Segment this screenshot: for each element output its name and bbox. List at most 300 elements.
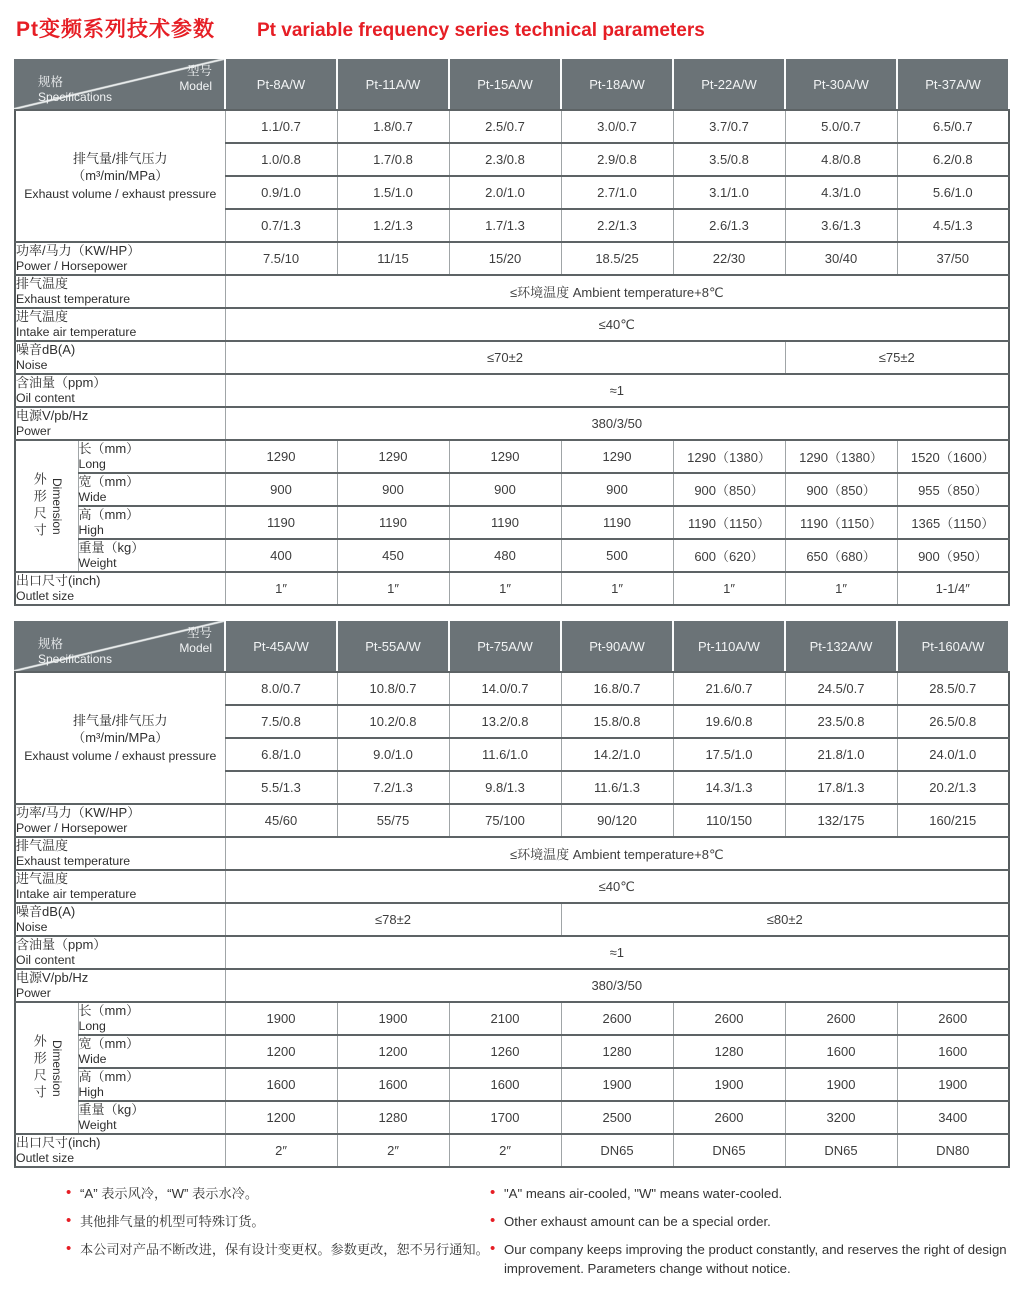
spec-axis-label bbox=[38, 75, 112, 104]
row-label-dim-sub bbox=[78, 1101, 225, 1134]
value-cell: 5.5/1.3 bbox=[225, 771, 337, 804]
value-cell: 1.1/0.7 bbox=[225, 110, 337, 143]
value-cell: 1260 bbox=[449, 1035, 561, 1068]
value-cell: 1″ bbox=[561, 572, 673, 605]
model-header-cell: Pt-37A/W bbox=[896, 59, 1008, 109]
row-label-zh: 电源V/pb/Hz bbox=[16, 970, 89, 985]
row-label-en: Power / Horsepower bbox=[16, 821, 128, 835]
value-cell: 10.8/0.7 bbox=[337, 672, 449, 705]
value-cell: 2″ bbox=[449, 1134, 561, 1167]
value-cell: 28.5/0.7 bbox=[897, 672, 1009, 705]
value-cell: 24.0/1.0 bbox=[897, 738, 1009, 771]
value-cell: 15.8/0.8 bbox=[561, 705, 673, 738]
value-cell: 55/75 bbox=[337, 804, 449, 837]
value-cell: 2600 bbox=[673, 1002, 785, 1035]
value-cell: 14.0/0.7 bbox=[449, 672, 561, 705]
value-cell: 1900 bbox=[673, 1068, 785, 1101]
value-cell: 1290 bbox=[449, 440, 561, 473]
footnotes-zh bbox=[14, 1184, 490, 1287]
table-row bbox=[15, 1101, 1009, 1134]
model-header-cells bbox=[224, 59, 1008, 109]
value-cell: 1.7/0.8 bbox=[337, 143, 449, 176]
row-label-dim-sub bbox=[78, 473, 225, 506]
value-cell: 11/15 bbox=[337, 242, 449, 275]
value-cell: 17.5/1.0 bbox=[673, 738, 785, 771]
value-cell: 380/3/50 bbox=[225, 969, 1009, 1002]
value-cell: 7.5/0.8 bbox=[225, 705, 337, 738]
row-label-unit: （m³/min/MPa） bbox=[72, 168, 169, 183]
value-cell: 1290 bbox=[337, 440, 449, 473]
value-cell: 600（620） bbox=[673, 539, 785, 572]
row-label-zh: 长（mm） bbox=[78, 1003, 140, 1018]
spec-label-zh: 规格 bbox=[38, 75, 64, 89]
row-label-en: Long bbox=[78, 1019, 106, 1033]
value-cell: 1-1/4″ bbox=[897, 572, 1009, 605]
row-label-zh: 功率/马力（KW/HP） bbox=[16, 243, 141, 258]
value-cell: 2.9/0.8 bbox=[561, 143, 673, 176]
value-cell: 2.0/1.0 bbox=[449, 176, 561, 209]
value-cell: 1290（1380） bbox=[785, 440, 897, 473]
value-cell: 500 bbox=[561, 539, 673, 572]
value-cell: 37/50 bbox=[897, 242, 1009, 275]
value-cell: 1″ bbox=[785, 572, 897, 605]
value-cell: 14.3/1.3 bbox=[673, 771, 785, 804]
model-header-cell: Pt-132A/W bbox=[784, 621, 896, 671]
row-label-outlet bbox=[15, 1134, 225, 1167]
value-cell: 1520（1600） bbox=[897, 440, 1009, 473]
value-cell: 1600 bbox=[225, 1068, 337, 1101]
value-cell: 7.5/10 bbox=[225, 242, 337, 275]
value-cell: 6.5/0.7 bbox=[897, 110, 1009, 143]
row-label-en: Noise bbox=[16, 920, 48, 934]
corner-header-cell bbox=[14, 621, 224, 671]
value-cell: 22/30 bbox=[673, 242, 785, 275]
model-header-cell: Pt-11A/W bbox=[336, 59, 448, 109]
row-label-en: High bbox=[78, 1085, 104, 1099]
row-label-en: Weight bbox=[78, 556, 117, 570]
value-cell: 45/60 bbox=[225, 804, 337, 837]
value-cell: 17.8/1.3 bbox=[785, 771, 897, 804]
spec-table-block-2 bbox=[14, 621, 1010, 1168]
value-cell: 1190 bbox=[449, 506, 561, 539]
value-cell: 2500 bbox=[561, 1101, 673, 1134]
value-cell: 21.8/1.0 bbox=[785, 738, 897, 771]
value-cell: 14.2/1.0 bbox=[561, 738, 673, 771]
value-cell: 1280 bbox=[561, 1035, 673, 1068]
value-cell: 4.8/0.8 bbox=[785, 143, 897, 176]
bullet-icon: • bbox=[490, 1184, 496, 1201]
value-cell: 132/175 bbox=[785, 804, 897, 837]
value-cell: DN65 bbox=[785, 1134, 897, 1167]
value-cell: 3.5/0.8 bbox=[673, 143, 785, 176]
value-cell: 2.6/1.3 bbox=[673, 209, 785, 242]
row-label-en: Exhaust volume / exhaust pressure bbox=[24, 187, 217, 201]
value-cell: 5.6/1.0 bbox=[897, 176, 1009, 209]
model-header-cell: Pt-45A/W bbox=[224, 621, 336, 671]
table-row bbox=[15, 1002, 1009, 1035]
table-row bbox=[15, 936, 1009, 969]
row-label-noise bbox=[15, 341, 225, 374]
note-text: Our company keeps improving the product constantly, and reserves the right of design improvement. Parameters change without notice. bbox=[504, 1242, 1007, 1276]
row-label-zh: 重量（kg） bbox=[78, 1102, 145, 1117]
value-cell: 23.5/0.8 bbox=[785, 705, 897, 738]
value-cell: 1.2/1.3 bbox=[337, 209, 449, 242]
bullet-icon: • bbox=[66, 1240, 72, 1257]
value-cell: 1900 bbox=[337, 1002, 449, 1035]
row-label-zh: 进气温度 bbox=[16, 871, 69, 886]
note-item bbox=[490, 1212, 1010, 1231]
value-cell: 160/215 bbox=[897, 804, 1009, 837]
table-row bbox=[15, 242, 1009, 275]
row-label-en: Wide bbox=[78, 1052, 107, 1066]
table-row bbox=[15, 440, 1009, 473]
row-label-zh: 高（mm） bbox=[78, 507, 140, 522]
row-label-zh: 噪音dB(A) bbox=[16, 342, 76, 357]
dimension-label-en: Dimension bbox=[49, 1039, 64, 1097]
row-label-en: Power / Horsepower bbox=[16, 259, 128, 273]
row-label-en: Exhaust volume / exhaust pressure bbox=[24, 749, 217, 763]
value-cell: 400 bbox=[225, 539, 337, 572]
value-cell: DN65 bbox=[561, 1134, 673, 1167]
value-cell: 900（850） bbox=[785, 473, 897, 506]
value-cell: 1″ bbox=[225, 572, 337, 605]
value-cell: 9.0/1.0 bbox=[337, 738, 449, 771]
model-axis-label bbox=[179, 626, 212, 655]
model-header-cell: Pt-15A/W bbox=[448, 59, 560, 109]
value-cell: 2100 bbox=[449, 1002, 561, 1035]
table-row bbox=[15, 275, 1009, 308]
value-cell: 1.5/1.0 bbox=[337, 176, 449, 209]
row-label-dim-sub bbox=[78, 1002, 225, 1035]
row-label-dim-sub bbox=[78, 539, 225, 572]
row-label-en: Power bbox=[16, 424, 51, 438]
value-cell: 10.2/0.8 bbox=[337, 705, 449, 738]
row-label-en: Intake air temperature bbox=[16, 325, 137, 339]
note-item bbox=[490, 1184, 1010, 1203]
table-row bbox=[15, 1134, 1009, 1167]
model-axis-label bbox=[179, 64, 212, 93]
value-cell: 90/120 bbox=[561, 804, 673, 837]
value-cell: 1280 bbox=[337, 1101, 449, 1134]
note-text: "A" means air-cooled, "W" means water-cooled. bbox=[504, 1186, 783, 1201]
value-cell: 13.2/0.8 bbox=[449, 705, 561, 738]
value-cell: 1600 bbox=[449, 1068, 561, 1101]
row-label-power bbox=[15, 804, 225, 837]
value-cell: 2.5/0.7 bbox=[449, 110, 561, 143]
value-cell: 15/20 bbox=[449, 242, 561, 275]
value-cell: 1700 bbox=[449, 1101, 561, 1134]
value-cell: 900（850） bbox=[673, 473, 785, 506]
model-header-cell: Pt-22A/W bbox=[672, 59, 784, 109]
row-label-en: Long bbox=[78, 457, 106, 471]
value-cell: 5.0/0.7 bbox=[785, 110, 897, 143]
value-cell: 1900 bbox=[785, 1068, 897, 1101]
dimension-vertical-label bbox=[16, 472, 78, 540]
page-title bbox=[0, 0, 1024, 43]
dimension-vertical-label bbox=[16, 1034, 78, 1102]
value-cell: 11.6/1.3 bbox=[561, 771, 673, 804]
row-label-zh: 出口尺寸(inch) bbox=[16, 1135, 101, 1150]
row-label-dim-sub bbox=[78, 1068, 225, 1101]
spec-label-en: Specifications bbox=[38, 90, 113, 104]
row-label-power_supply bbox=[15, 407, 225, 440]
row-label-zh: 进气温度 bbox=[16, 309, 69, 324]
spec-table-1 bbox=[14, 109, 1010, 606]
value-cell: 1200 bbox=[225, 1035, 337, 1068]
value-cell: 2600 bbox=[897, 1002, 1009, 1035]
table-row bbox=[15, 1068, 1009, 1101]
dimension-label-en: Dimension bbox=[49, 477, 64, 535]
value-cell: 1280 bbox=[673, 1035, 785, 1068]
model-header-cell: Pt-90A/W bbox=[560, 621, 672, 671]
value-cell: ≤70±2 bbox=[225, 341, 785, 374]
value-cell: ≤40℃ bbox=[225, 870, 1009, 903]
table-row bbox=[15, 969, 1009, 1002]
value-cell: 2″ bbox=[337, 1134, 449, 1167]
row-label-en: Exhaust temperature bbox=[16, 292, 131, 306]
value-cell: 30/40 bbox=[785, 242, 897, 275]
row-label-en: Exhaust temperature bbox=[16, 854, 131, 868]
row-label-en: Power bbox=[16, 986, 51, 1000]
row-label-oil bbox=[15, 374, 225, 407]
value-cell: 18.5/25 bbox=[561, 242, 673, 275]
row-label-zh: 含油量（ppm） bbox=[16, 375, 107, 390]
table-row bbox=[15, 341, 1009, 374]
value-cell: 4.5/1.3 bbox=[897, 209, 1009, 242]
row-label-exhaust_temp bbox=[15, 275, 225, 308]
note-item bbox=[66, 1184, 490, 1203]
row-label-zh: 排气量/排气压力 bbox=[72, 713, 168, 728]
value-cell: 1.0/0.8 bbox=[225, 143, 337, 176]
value-cell: 9.8/1.3 bbox=[449, 771, 561, 804]
row-label-dim-sub bbox=[78, 506, 225, 539]
value-cell: 20.2/1.3 bbox=[897, 771, 1009, 804]
page-title-zh: Pt变频系列技术参数 bbox=[16, 18, 215, 41]
row-label-zh: 电源V/pb/Hz bbox=[16, 408, 89, 423]
row-label-dim-sub bbox=[78, 440, 225, 473]
note-text: 本公司对产品不断改进，保有设计变更权。参数更改，恕不另行通知。 bbox=[80, 1242, 489, 1257]
value-cell: 3.7/0.7 bbox=[673, 110, 785, 143]
note-text: “A” 表示风冷，“W” 表示水冷。 bbox=[80, 1186, 259, 1201]
row-label-en: Outlet size bbox=[16, 1151, 75, 1165]
value-cell: 1600 bbox=[337, 1068, 449, 1101]
value-cell: ≈1 bbox=[225, 936, 1009, 969]
value-cell: 2600 bbox=[673, 1101, 785, 1134]
value-cell: 1″ bbox=[673, 572, 785, 605]
spec-table-2 bbox=[14, 671, 1010, 1168]
value-cell: 8.0/0.7 bbox=[225, 672, 337, 705]
value-cell: 3200 bbox=[785, 1101, 897, 1134]
row-label-zh: 长（mm） bbox=[78, 441, 140, 456]
value-cell: 6.8/1.0 bbox=[225, 738, 337, 771]
row-label-noise bbox=[15, 903, 225, 936]
value-cell: 1190 bbox=[561, 506, 673, 539]
model-header-cells bbox=[224, 621, 1008, 671]
row-label-en: Noise bbox=[16, 358, 48, 372]
row-label-zh: 宽（mm） bbox=[78, 1036, 140, 1051]
model-header-cell: Pt-8A/W bbox=[224, 59, 336, 109]
table-row bbox=[15, 308, 1009, 341]
row-label-en: High bbox=[78, 523, 104, 537]
note-item bbox=[66, 1212, 490, 1231]
value-cell: ≤40℃ bbox=[225, 308, 1009, 341]
row-label-zh: 含油量（ppm） bbox=[16, 937, 107, 952]
row-label-en: Intake air temperature bbox=[16, 887, 137, 901]
row-label-intake_temp bbox=[15, 308, 225, 341]
note-text: 其他排气量的机型可特殊订货。 bbox=[80, 1214, 265, 1229]
spec-axis-label bbox=[38, 637, 112, 666]
model-label-zh: 型号 bbox=[186, 626, 212, 640]
value-cell: 24.5/0.7 bbox=[785, 672, 897, 705]
value-cell: 450 bbox=[337, 539, 449, 572]
value-cell: 2.3/0.8 bbox=[449, 143, 561, 176]
value-cell: 1290 bbox=[225, 440, 337, 473]
value-cell: 3.6/1.3 bbox=[785, 209, 897, 242]
dimension-label-zh: 外形尺寸 bbox=[31, 1034, 47, 1102]
value-cell: 3.1/1.0 bbox=[673, 176, 785, 209]
row-label-exhaust bbox=[15, 110, 225, 242]
value-cell: 1600 bbox=[785, 1035, 897, 1068]
model-header-cell: Pt-30A/W bbox=[784, 59, 896, 109]
row-label-power_supply bbox=[15, 969, 225, 1002]
value-cell: 19.6/0.8 bbox=[673, 705, 785, 738]
table-row bbox=[15, 110, 1009, 143]
footnotes bbox=[14, 1184, 1010, 1287]
model-header-cell: Pt-75A/W bbox=[448, 621, 560, 671]
model-header-cell: Pt-55A/W bbox=[336, 621, 448, 671]
table-row bbox=[15, 804, 1009, 837]
table-row bbox=[15, 374, 1009, 407]
value-cell: 6.2/0.8 bbox=[897, 143, 1009, 176]
value-cell: 1190（1150） bbox=[673, 506, 785, 539]
table-row bbox=[15, 539, 1009, 572]
value-cell: 1900 bbox=[561, 1068, 673, 1101]
row-label-zh: 高（mm） bbox=[78, 1069, 140, 1084]
value-cell: 4.3/1.0 bbox=[785, 176, 897, 209]
value-cell: 1200 bbox=[337, 1035, 449, 1068]
row-label-unit: （m³/min/MPa） bbox=[72, 730, 169, 745]
table-row bbox=[15, 1035, 1009, 1068]
row-label-zh: 宽（mm） bbox=[78, 474, 140, 489]
value-cell: 1290 bbox=[561, 440, 673, 473]
value-cell: 0.7/1.3 bbox=[225, 209, 337, 242]
row-label-exhaust bbox=[15, 672, 225, 804]
value-cell: 2.7/1.0 bbox=[561, 176, 673, 209]
model-header-cell: Pt-18A/W bbox=[560, 59, 672, 109]
row-label-zh: 重量（kg） bbox=[78, 540, 145, 555]
table-row bbox=[15, 903, 1009, 936]
table-row bbox=[15, 407, 1009, 440]
value-cell: 1290（1380） bbox=[673, 440, 785, 473]
value-cell: 3400 bbox=[897, 1101, 1009, 1134]
value-cell: 3.0/0.7 bbox=[561, 110, 673, 143]
value-cell: 1190 bbox=[225, 506, 337, 539]
spec-table-block-1 bbox=[14, 59, 1010, 606]
spec-label-en: Specifications bbox=[38, 652, 113, 666]
row-label-en: Weight bbox=[78, 1118, 117, 1132]
value-cell: 1″ bbox=[337, 572, 449, 605]
row-label-en: Wide bbox=[78, 490, 107, 504]
row-label-power bbox=[15, 242, 225, 275]
value-cell: 1.8/0.7 bbox=[337, 110, 449, 143]
row-label-zh: 噪音dB(A) bbox=[16, 904, 76, 919]
value-cell: 11.6/1.0 bbox=[449, 738, 561, 771]
value-cell: DN65 bbox=[673, 1134, 785, 1167]
value-cell: ≤80±2 bbox=[561, 903, 1009, 936]
model-label-en: Model bbox=[179, 79, 212, 93]
value-cell: 900 bbox=[449, 473, 561, 506]
page-title-en: Pt variable frequency series technical parameters bbox=[257, 20, 705, 41]
model-header-cell: Pt-160A/W bbox=[896, 621, 1008, 671]
row-label-en: Oil content bbox=[16, 953, 75, 967]
row-label-zh: 排气量/排气压力 bbox=[72, 151, 168, 166]
value-cell: 1190（1150） bbox=[785, 506, 897, 539]
footnotes-en bbox=[490, 1184, 1010, 1287]
row-label-outlet bbox=[15, 572, 225, 605]
row-label-dimension bbox=[15, 1002, 78, 1134]
value-cell: DN80 bbox=[897, 1134, 1009, 1167]
row-label-dimension bbox=[15, 440, 78, 572]
table-row bbox=[15, 506, 1009, 539]
value-cell: 2600 bbox=[785, 1002, 897, 1035]
bullet-icon: • bbox=[490, 1240, 496, 1257]
row-label-dim-sub bbox=[78, 1035, 225, 1068]
row-label-oil bbox=[15, 936, 225, 969]
value-cell: 1190 bbox=[337, 506, 449, 539]
value-cell: 21.6/0.7 bbox=[673, 672, 785, 705]
value-cell: 1600 bbox=[897, 1035, 1009, 1068]
bullet-icon: • bbox=[66, 1184, 72, 1201]
value-cell: 2″ bbox=[225, 1134, 337, 1167]
value-cell: 650（680） bbox=[785, 539, 897, 572]
table-row bbox=[15, 837, 1009, 870]
table-row bbox=[15, 473, 1009, 506]
row-label-en: Oil content bbox=[16, 391, 75, 405]
row-label-intake_temp bbox=[15, 870, 225, 903]
model-header-cell: Pt-110A/W bbox=[672, 621, 784, 671]
value-cell: 7.2/1.3 bbox=[337, 771, 449, 804]
model-label-zh: 型号 bbox=[186, 64, 212, 78]
table-row bbox=[15, 870, 1009, 903]
value-cell: 75/100 bbox=[449, 804, 561, 837]
value-cell: 16.8/0.7 bbox=[561, 672, 673, 705]
bullet-icon: • bbox=[66, 1212, 72, 1229]
value-cell: 1365（1150） bbox=[897, 506, 1009, 539]
value-cell: 2.2/1.3 bbox=[561, 209, 673, 242]
value-cell: 380/3/50 bbox=[225, 407, 1009, 440]
value-cell: ≤78±2 bbox=[225, 903, 561, 936]
value-cell: 1200 bbox=[225, 1101, 337, 1134]
value-cell: 0.9/1.0 bbox=[225, 176, 337, 209]
note-item bbox=[490, 1240, 1010, 1278]
note-item bbox=[66, 1240, 490, 1259]
value-cell: 900 bbox=[225, 473, 337, 506]
dimension-label-zh: 外形尺寸 bbox=[31, 472, 47, 540]
row-label-zh: 出口尺寸(inch) bbox=[16, 573, 101, 588]
value-cell: 110/150 bbox=[673, 804, 785, 837]
corner-header-cell bbox=[14, 59, 224, 109]
row-label-en: Outlet size bbox=[16, 589, 75, 603]
value-cell: 2600 bbox=[561, 1002, 673, 1035]
row-label-zh: 功率/马力（KW/HP） bbox=[16, 805, 141, 820]
model-label-en: Model bbox=[179, 641, 212, 655]
value-cell: ≈1 bbox=[225, 374, 1009, 407]
table-header-row bbox=[14, 621, 1008, 671]
row-label-zh: 排气温度 bbox=[16, 276, 69, 291]
value-cell: 1.7/1.3 bbox=[449, 209, 561, 242]
table-header-row bbox=[14, 59, 1008, 109]
value-cell: 1900 bbox=[225, 1002, 337, 1035]
